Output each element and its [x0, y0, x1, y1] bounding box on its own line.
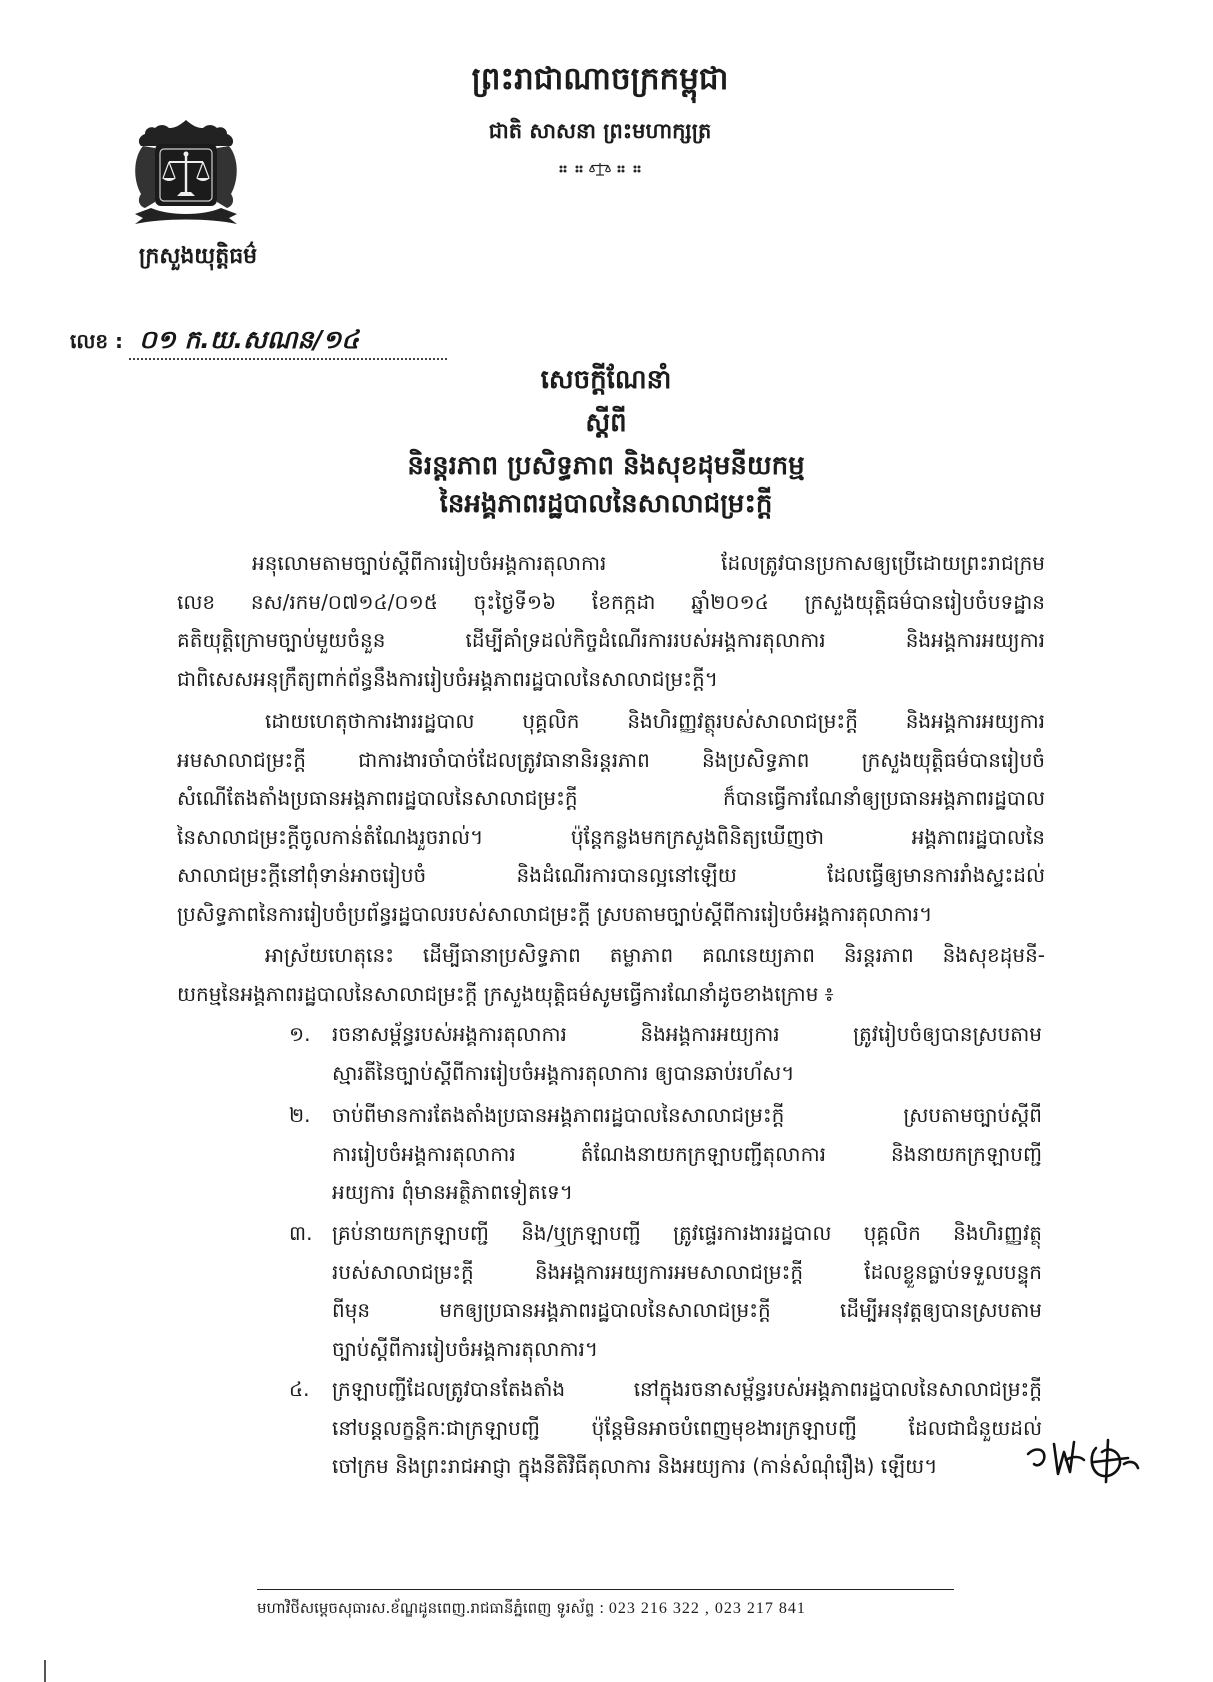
paragraph [177, 544, 1045, 698]
title-subject-line-1: និរន្តរភាព ប្រសិទ្ធភាព និងសុខដុមនីយកម្ម [407, 451, 805, 481]
reference-line [70, 322, 470, 360]
list-item-text [332, 1096, 1042, 1212]
paragraph-line: សំណើតែងតាំងប្រធានអង្គភាពរដ្ឋបាលនៃសាលាជម្រះក្តី ក៏បានធ្វើការណែនាំឲ្យប្រធានអង្គភាពរដ្ឋបាល [177, 786, 1045, 810]
paragraph-line: ដោយហេតុថាការងាររដ្ឋបាល បុគ្គលិក និងហិរញ្ញវត្ថុរបស់សាលាជម្រះក្តី និងអង្គការអយ្យការ [265, 709, 1045, 733]
document-type: សេចក្តីណែនាំ [540, 365, 672, 395]
list-item-line: ចៅក្រម និងព្រះរាជអាជ្ញា ក្នុងនីតិវិធីតុលាការ និងអយ្យការ (កាន់សំណុំរឿង) ឡើយ។ [332, 1454, 938, 1478]
scan-edge-mark [44, 1660, 46, 1682]
kingdom-heading: ព្រះរាជាណាចក្រកម្ពុជា [471, 61, 729, 97]
list-item-line: រចនាសម្ព័ន្ធរបស់អង្គការតុលាការ និងអង្គការអយ្យការ ត្រូវរៀបចំឲ្យបានស្របតាម [332, 1022, 1042, 1046]
list-item-line: ស្មារតីនៃច្បាប់ស្តីពីការរៀបចំអង្គការតុលាការ ឲ្យបានឆាប់រហ័ស។ [332, 1060, 795, 1085]
list-item-line: ច្បាប់ស្តីពីការរៀបចំអង្គការតុលាការ។ [332, 1336, 599, 1361]
reference-label: លេខ : [70, 329, 124, 353]
footer-contact [257, 1597, 962, 1620]
paragraph-line: លេខ នស/រកម/០៧១៤/០១៥ ចុះថ្ងៃទី១៦ ខែកក្កដា ឆ្នាំ២០១៤ ក្រសួងយុត្តិធម៌បានរៀបចំបទដ្ឋាន [177, 589, 1045, 614]
header-ornament [555, 162, 645, 176]
list-item-line: ក្រឡាបញ្ជីដែលត្រូវបានតែងតាំង នៅក្នុងរចនាសម្ព័ន្ធរបស់អង្គភាពរដ្ឋបាលនៃសាលាជម្រះក្តី [332, 1377, 1042, 1401]
list-item-text [332, 1015, 1042, 1092]
paragraph-line: នៃសាលាជម្រះក្តីចូលកាន់តំណែងរួចរាល់។ ប៉ុន្តែកន្លងមកក្រសួងពិនិត្យឃើញថា អង្គភាពរដ្ឋបាលនៃ [177, 824, 1045, 849]
list-item-text [332, 1370, 1042, 1486]
paragraph-line: អាស្រ័យហេតុនេះ ដើម្បីធានាប្រសិទ្ធភាព តម្លាភាព គណនេយ្យភាព និរន្តរភាព និងសុខដុមនី- [265, 943, 1045, 967]
paragraph-line: អមសាលាជម្រះក្តី ជាការងារចាំបាច់ដែលត្រូវធានានិរន្តរភាព និងប្រសិទ្ធភាព ក្រសួងយុត្តិធម៌បានរៀបចំ [177, 747, 1045, 772]
list-item-number: ៤. [289, 1377, 310, 1401]
footer-phones: 023 216 322 , 023 217 841 [608, 1600, 806, 1617]
title-subject-line-2: នៃអង្គភាពរដ្ឋបាលនៃសាលាជម្រះក្តី [439, 489, 773, 519]
paragraph-line: គតិយុត្តិក្រោមច្បាប់មួយចំនួន ដើម្បីគាំទ្រដល់កិច្ចដំណើរការរបស់អង្គការតុលាការ និងអង្គការអយ្យការ [177, 628, 1045, 652]
paragraph-line: អនុលោមតាមច្បាប់ស្តីពីការរៀបចំអង្គការតុលាការ ដែលត្រូវបានប្រកាសឲ្យប្រើដោយព្រះរាជក្រម [252, 551, 1045, 575]
paragraph [177, 936, 1045, 1013]
list-item-line: គ្រប់នាយកក្រឡាបញ្ជី និង/ឬក្រឡាបញ្ជី ត្រូវផ្ទេរការងាររដ្ឋបាល បុគ្គលិក និងហិរញ្ញវត្ថុ [332, 1221, 1042, 1245]
list-item-number: ៣. [289, 1221, 313, 1245]
list-item-line: របស់សាលាជម្រះក្តី និងអង្គការអយ្យការអមសាលាជម្រះក្តី ដែលខ្លួនធ្លាប់ទទួលបន្ទុក [332, 1259, 1042, 1284]
list-item-line: អយ្យការ ពុំមានអត្ថិភាពទៀតទេ។ [332, 1180, 573, 1204]
footer-divider [257, 1589, 954, 1590]
ministry-name: ក្រសួងយុត្តិធម៌ [138, 244, 258, 269]
footer-address: មហាវិថីសម្តេចសុធារស.ខ័ណ្ឌដូនពេញ.រាជធានីភ្នំពេញ ទូរស័ព្ទ : [257, 1599, 605, 1617]
list-item-number: ១. [289, 1022, 311, 1046]
paragraph-line: ប្រសិទ្ធភាពនៃការរៀបចំប្រព័ន្ធរដ្ឋបាលរបស់សាលាជម្រះក្តី ស្របតាមច្បាប់ស្តីពីការរៀបចំអង្គការតុលាការ។ [177, 901, 933, 926]
ministry-emblem [129, 118, 243, 230]
list-item-line: ចាប់ពីមានការតែងតាំងប្រធានអង្គភាពរដ្ឋបាលនៃសាលាជម្រះក្តី ស្របតាមច្បាប់ស្តីពី [332, 1103, 1042, 1127]
paragraph [177, 702, 1045, 933]
list-item-text [332, 1214, 1042, 1368]
paragraph-line: ជាពិសេសអនុក្រឹត្យពាក់ព័ន្ធនឹងការរៀបចំអង្គភាពរដ្ឋបាលនៃសាលាជម្រះក្តី។ [177, 666, 718, 691]
list-item-line: ពីមុន មកឲ្យប្រធានអង្គភាពរដ្ឋបាលនៃសាលាជម្រះក្តី ដើម្បីអនុវត្តឲ្យបានស្របតាម [332, 1298, 1042, 1322]
national-motto: ជាតិ សាសនា ព្រះមហាក្សត្រ [488, 119, 712, 143]
reference-number: ០១ ក.យ.សណន/១៤ [129, 322, 447, 360]
list-item-line: នៅបន្តលក្ខន្តិកៈជាក្រឡាបញ្ជី ប៉ុន្តែមិនអាចបំពេញមុខងារក្រឡាបញ្ជី ដែលជាជំនួយដល់ [332, 1415, 1042, 1440]
title-about: ស្តីពី [585, 408, 627, 438]
paragraph-line: យកម្មនៃអង្គភាពរដ្ឋបាលនៃសាលាជម្រះក្តី ក្រសួងយុត្តិធម៌សូមធ្វើការណែនាំដូចខាងក្រោម ៖ [177, 981, 834, 1006]
list-item-number: ២. [289, 1103, 311, 1127]
paragraph-line: សាលាជម្រះក្តីនៅពុំទាន់អាចរៀបចំ និងដំណើរការបានល្អនៅឡើយ ដែលធ្វើឲ្យមានការរាំងស្ទះដល់ [177, 863, 1045, 887]
handwritten-initials [1024, 1434, 1144, 1486]
list-item-line: ការរៀបចំអង្គការតុលាការ តំណែងនាយកក្រឡាបញ្ជីតុលាការ និងនាយកក្រឡាបញ្ជី [332, 1141, 1042, 1166]
